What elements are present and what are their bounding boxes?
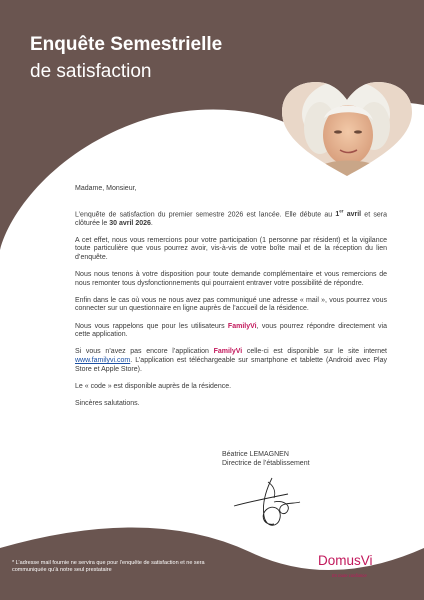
footnote: * L’adresse mail fournie ne servira que pour l’enquête de satisfaction et ne sera communiquée qu’à notre seul prestataire	[12, 560, 205, 573]
paragraph-participation: A cet effet, nous vous remercions pour votre participation (1 personne par résident) et la vigilance toute particulière que vous pourrez avoir, vis-à-vis de votre boîte mail et de la réception du lien d’enquête.	[75, 236, 387, 261]
portrait-heart-image	[278, 80, 416, 176]
title-line-2: de satisfaction	[30, 61, 152, 82]
paragraph-familyvi-app: Si vous n’avez pas encore l’application FamilyVi celle-ci est disponible sur le site internet www.familyvi.com. L’application est téléchargeable sur smartphone et tablette (Android avec Play Store et Apple Store).	[75, 348, 388, 373]
closing: Sincères salutations.	[75, 399, 140, 407]
p1-text-a: L’enquête de satisfaction du premier semestre 2026 est lancée. Elle débute au	[75, 210, 336, 218]
familyvi-brand: FamilyVi	[227, 322, 257, 330]
familyvi-website-link[interactable]: www.familyvi.com	[75, 357, 131, 365]
letter-body	[75, 185, 387, 417]
handwritten-signature	[228, 472, 308, 534]
p1-text-b: et sera clôturée le	[75, 210, 387, 227]
logo-text: DomusVi	[318, 553, 373, 568]
paragraph-no-email: Enfin dans le cas où vous ne nous avez pas communiqué une adresse « mail », vous pourrez vous connecter sur un questionnaire en ligne auprès de l’accueil de la résidence.	[75, 296, 387, 313]
title-line-1: Enquête Semestrielle	[30, 34, 223, 55]
familyvi-brand: FamilyVi	[213, 348, 243, 356]
end-date: 30 avril 2026	[109, 219, 151, 227]
salutation: Madame, Monsieur,	[75, 185, 137, 192]
start-date: 1er avril	[335, 208, 362, 218]
paragraph-familyvi-users: Nous vous rappelons que pour les utilisateurs FamilyVi, vous pourrez répondre directement via cette application.	[75, 322, 387, 339]
paragraph-dates: L’enquête de satisfaction du premier semestre 2026 est lancée. Elle débute au 1er avril et sera clôturée le 30 avril 2026.	[75, 208, 387, 227]
paragraph-code: Le « code » est disponible auprès de la résidence.	[75, 382, 232, 390]
signatory-role: Directrice de l’établissement	[222, 460, 310, 467]
paragraph-availability: Nous nous tenons à votre disposition pour toute demande complémentaire et vous remercions de nous remonter tous dysfonctionnements qui pourraient entraver votre possibilité de répondre.	[75, 271, 387, 287]
signatory-name: Béatrice LEMAGNEN	[222, 451, 289, 458]
logo-tagline: En toute confiance	[332, 573, 367, 578]
signatory-block	[222, 450, 310, 468]
